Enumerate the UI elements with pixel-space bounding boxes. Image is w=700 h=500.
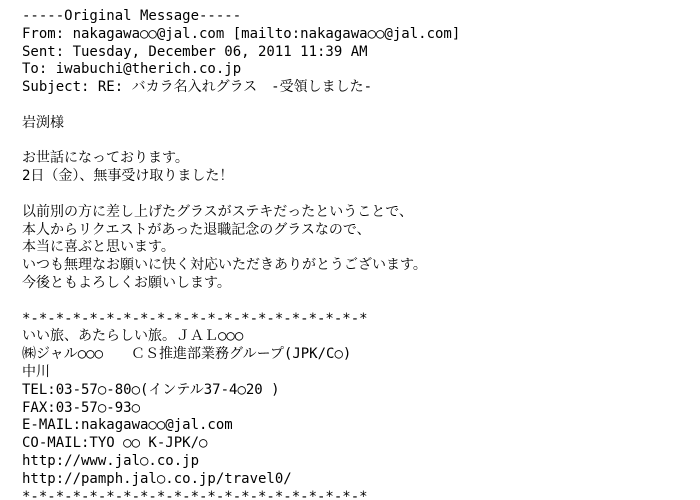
body-line: お世話になっております。 (22, 150, 189, 167)
signature-url-main: http://www.jal○.co.jp (22, 452, 200, 469)
body-line: 以前別の方に差し上げたグラスがステキだったということで、 (22, 203, 414, 220)
quote-header-marker: -----Original Message----- (22, 8, 242, 24)
signature-separator-bottom: *-*-*-*-*-*-*-*-*-*-*-*-*-*-*-*-*-*-*-*-* (22, 488, 368, 500)
body-line: 本人からリクエストがあった退職記念のグラスなので、 (22, 221, 371, 238)
signature-person-name: 中川 (22, 363, 50, 380)
signature-tel: TEL:03-57○-80○(インテル37-4○20 ) (22, 381, 280, 398)
body-line: いつも無理なお願いに快く対応いただきありがとうございます。 (22, 257, 427, 274)
from-line: From: nakagawa○○@jal.com [mailto:nakagawa○○@jal.com] (22, 25, 461, 42)
subject-line: Subject: RE: バカラ名入れグラス -受領しました- (22, 79, 373, 96)
sent-line: Sent: Tuesday, December 06, 2011 11:39 AM (22, 43, 368, 60)
signature-separator-top: *-*-*-*-*-*-*-*-*-*-*-*-*-*-*-*-*-*-*-*-* (22, 310, 368, 327)
blank-line (22, 186, 696, 204)
signature-company: ㈱ジャル○○○ ＣＳ推進部業務グループ(JPK/C○) (22, 346, 352, 363)
greeting-line: 岩渕様 (22, 114, 64, 131)
signature-url-pamph: http://pamph.jal○.co.jp/travel0/ (22, 470, 292, 487)
body-line: 本当に喜ぶと思います。 (22, 239, 175, 256)
to-line: To: iwabuchi@therich.co.jp (22, 61, 242, 78)
signature-tagline: いい旅、あたらしい旅。ＪＡＬ○○○ (22, 328, 244, 345)
signature-fax: FAX:03-57○-93○ (22, 399, 141, 416)
signature-co-mail: CO-MAIL:TYO ○○ K-JPK/○ (22, 435, 208, 452)
blank-line (22, 97, 696, 115)
body-line: 今後ともよろしくお願いします。 (22, 274, 231, 291)
blank-line (22, 133, 696, 151)
signature-email: E-MAIL:nakagawa○○@jal.com (22, 417, 233, 434)
blank-line (22, 293, 696, 311)
body-line: 2日（金）、無事受け取りました！ (22, 168, 234, 185)
